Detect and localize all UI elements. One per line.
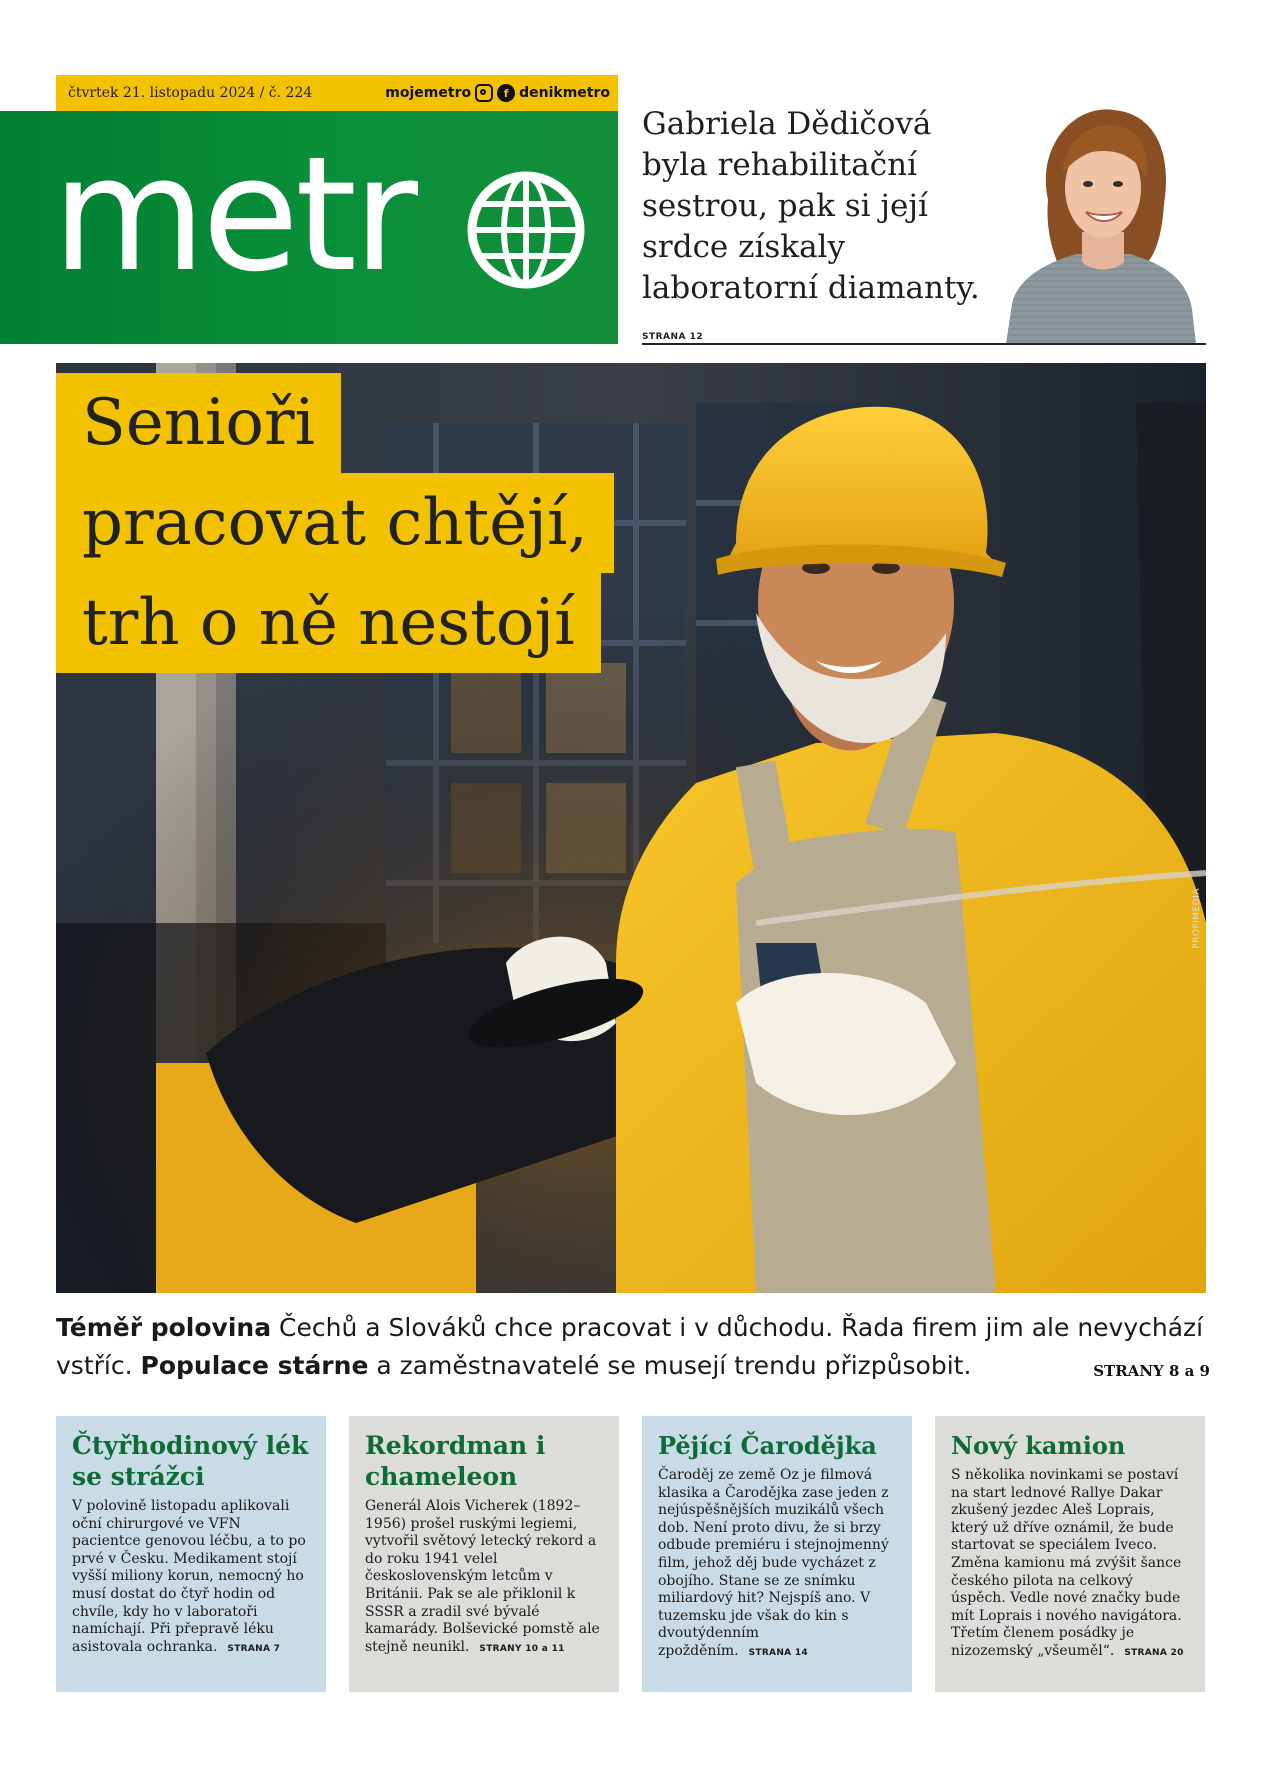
teaser-box-1[interactable] [56, 1416, 326, 1692]
lead-page-ref[interactable]: STRANY 8 a 9 [1093, 1362, 1210, 1380]
lead-paragraph [56, 1309, 1206, 1385]
instagram-handle[interactable]: mojemetro [385, 85, 472, 101]
teaser-divider [642, 343, 1206, 345]
teaser-box-3-page: STRANA 14 [748, 1647, 808, 1658]
teaser-box-4-body: S několika novinkami se postaví na start lednové Rallye Dakar zkušený jezdec Aleš Loprais, který už dříve oznámil, že bude startovat se speciálem Iveco. Změna kamionu má zvýšit šance českého pilota na celkový úspěch. Vedle nové značky bude mít Loprais i nového navigátora. Třetím členem posádky je nizozemský „všeuměl“. [951, 1467, 1182, 1659]
headline-line-3: trh o ně nestojí [56, 573, 601, 673]
social-links [385, 84, 610, 102]
facebook-handle[interactable]: denikmetro [519, 85, 610, 101]
teaser-box-3[interactable] [642, 1416, 912, 1692]
portrait-photo [996, 104, 1201, 344]
lead-text-2: a zaměstnavatelé se musejí trendu přizpůsobit. [368, 1351, 972, 1380]
photo-credit: PROFIMEDIA [1192, 888, 1202, 949]
lead-bold-2: Populace stárne [140, 1351, 369, 1380]
teaser-box-4-title: Nový kamion [951, 1431, 1126, 1460]
teaser-box-2-body: Generál Alois Vicherek (1892–1956) prošel ruskými legiemi, vytvořil světový letecký rekord a do roku 1941 velel československým letcům v Británii. Pak se ale přiklonil k SSSR a zradil své bývalé kamarády. Bolševické pomstě ale stejně neunikl. [365, 1498, 600, 1655]
top-teaser[interactable] [642, 104, 992, 358]
teaser-box-3-title: Pějící Čarodějka [658, 1431, 877, 1460]
teaser-box-2-page: STRANY 10 a 11 [479, 1643, 565, 1654]
hero-photo [56, 363, 1206, 1293]
top-teaser-page: STRANA 12 [642, 332, 704, 342]
globe-icon [466, 170, 586, 290]
teaser-box-1-title: Čtyřhodinový lék se strážci [72, 1431, 309, 1491]
metro-logo: metr [52, 123, 415, 307]
teaser-box-2-title: Rekordman i chameleon [365, 1431, 546, 1491]
teaser-box-4-page: STRANA 20 [1124, 1647, 1184, 1658]
teaser-box-4[interactable] [935, 1416, 1205, 1692]
headline-line-2: pracovat chtějí, [56, 473, 614, 573]
masthead-date-bar [56, 75, 618, 111]
lead-bold-1: Téměř polovina [56, 1313, 272, 1342]
facebook-icon: f [497, 84, 515, 102]
instagram-icon [475, 84, 493, 102]
teaser-box-1-body: V polovině listopadu aplikovali oční chirurgové ve VFN pacientce genovou léčbu, a to po prvé v Česku. Medikament stojí vyšší miliony korun, nemocný ho musí dostat do čtyř hodin od chvíle, kdy ho v laboratoři namíchají. Při přepravě léku asistovala ochranka. [72, 1498, 306, 1655]
headline-line-1: Senioři [56, 373, 341, 473]
teaser-box-3-body: Čaroděj ze země Oz je filmová klasika a Čarodějka zase jeden z nejúspěšnějších muzikálů všech dob. Není proto divu, že si brzy odbude premiéru i stejnojmenný film, jehož děj bude vycházet z obojího. Stane se ze snímku miliardový hit? Nejspíš ano. V tuzemsku jde však do kin s dvoutýdenním zpožděním. [658, 1467, 889, 1659]
top-teaser-text: Gabriela Dědičová byla rehabilitační sestrou, pak si její srdce získaly laboratorní diamanty. [642, 106, 980, 306]
teaser-box-1-page: STRANA 7 [227, 1643, 281, 1654]
teaser-box-2[interactable] [349, 1416, 619, 1692]
issue-date: čtvrtek 21. listopadu 2024 / č. 224 [68, 85, 313, 101]
lead-text-1: Čechů a Slováků chce pracovat i v důchodu. Řada firem jim ale nevychází vstříc. [56, 1313, 1204, 1380]
